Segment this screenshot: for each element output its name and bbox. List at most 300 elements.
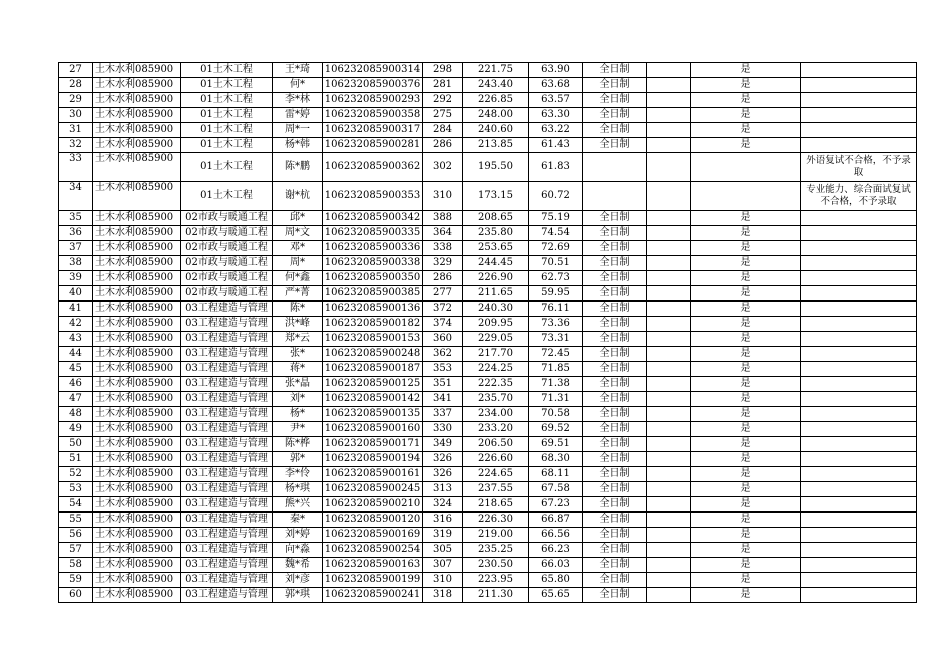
remark-cell — [801, 347, 917, 362]
row-number-cell: 52 — [59, 467, 93, 482]
exam-id-cell: 106232085900353 — [323, 182, 423, 211]
admitted-cell — [691, 182, 801, 211]
row-number-cell: 37 — [59, 241, 93, 256]
direction-cell: 01土木工程 — [181, 63, 273, 78]
table-row — [59, 256, 917, 271]
major-cell: 土木水利085900 — [93, 256, 181, 271]
retest-score-cell: 229.05 — [463, 332, 529, 347]
empty-cell — [647, 123, 691, 138]
direction-cell: 02市政与暖通工程 — [181, 256, 273, 271]
direction-cell: 03工程建造与管理 — [181, 543, 273, 558]
empty-cell — [647, 377, 691, 392]
first-score-cell: 310 — [423, 182, 463, 211]
major-cell: 土木水利085900 — [93, 497, 181, 513]
name-cell: 张*晶 — [273, 377, 323, 392]
name-cell: 刘*彦 — [273, 573, 323, 588]
total-score-cell: 65.65 — [529, 588, 583, 603]
major-cell: 土木水利085900 — [93, 123, 181, 138]
major-cell: 土木水利085900 — [93, 182, 181, 211]
retest-score-cell: 218.65 — [463, 497, 529, 513]
total-score-cell: 61.83 — [529, 153, 583, 182]
row-number-cell: 58 — [59, 558, 93, 573]
name-cell: 秦* — [273, 512, 323, 528]
row-number-cell: 47 — [59, 392, 93, 407]
empty-cell — [647, 301, 691, 317]
empty-cell — [647, 437, 691, 452]
table-row — [59, 482, 917, 497]
study-mode-cell: 全日制 — [583, 362, 647, 377]
row-number-cell: 30 — [59, 108, 93, 123]
exam-id-cell: 106232085900187 — [323, 362, 423, 377]
exam-id-cell: 106232085900358 — [323, 108, 423, 123]
direction-cell: 01土木工程 — [181, 182, 273, 211]
remark-cell — [801, 271, 917, 286]
retest-score-cell: 240.60 — [463, 123, 529, 138]
study-mode-cell: 全日制 — [583, 573, 647, 588]
empty-cell — [647, 573, 691, 588]
retest-score-cell: 235.80 — [463, 226, 529, 241]
first-score-cell: 337 — [423, 407, 463, 422]
empty-cell — [647, 63, 691, 78]
first-score-cell: 341 — [423, 392, 463, 407]
row-number-cell: 49 — [59, 422, 93, 437]
table-row — [59, 226, 917, 241]
major-cell: 土木水利085900 — [93, 63, 181, 78]
table-row — [59, 78, 917, 93]
study-mode-cell: 全日制 — [583, 407, 647, 422]
first-score-cell: 292 — [423, 93, 463, 108]
total-score-cell: 76.11 — [529, 301, 583, 317]
direction-cell: 03工程建造与管理 — [181, 377, 273, 392]
retest-score-cell: 233.20 — [463, 422, 529, 437]
total-score-cell: 67.58 — [529, 482, 583, 497]
retest-score-cell: 235.25 — [463, 543, 529, 558]
direction-cell: 01土木工程 — [181, 123, 273, 138]
admitted-cell: 是 — [691, 422, 801, 437]
remark-cell — [801, 497, 917, 513]
direction-cell: 03工程建造与管理 — [181, 437, 273, 452]
admitted-cell: 是 — [691, 241, 801, 256]
total-score-cell: 74.54 — [529, 226, 583, 241]
table-row — [59, 543, 917, 558]
total-score-cell: 72.45 — [529, 347, 583, 362]
remark-cell — [801, 543, 917, 558]
major-cell: 土木水利085900 — [93, 588, 181, 603]
total-score-cell: 68.30 — [529, 452, 583, 467]
study-mode-cell: 全日制 — [583, 317, 647, 332]
empty-cell — [647, 108, 691, 123]
row-number-cell: 53 — [59, 482, 93, 497]
retest-score-cell: 226.90 — [463, 271, 529, 286]
major-cell: 土木水利085900 — [93, 437, 181, 452]
admitted-cell: 是 — [691, 558, 801, 573]
major-cell: 土木水利085900 — [93, 482, 181, 497]
direction-cell: 03工程建造与管理 — [181, 332, 273, 347]
retest-score-cell: 217.70 — [463, 347, 529, 362]
first-score-cell: 316 — [423, 512, 463, 528]
retest-score-cell: 234.00 — [463, 407, 529, 422]
row-number-cell: 50 — [59, 437, 93, 452]
row-number-cell: 39 — [59, 271, 93, 286]
study-mode-cell: 全日制 — [583, 271, 647, 286]
remark-cell — [801, 407, 917, 422]
study-mode-cell: 全日制 — [583, 437, 647, 452]
admitted-cell: 是 — [691, 407, 801, 422]
first-score-cell: 360 — [423, 332, 463, 347]
row-number-cell: 56 — [59, 528, 93, 543]
exam-id-cell: 106232085900142 — [323, 392, 423, 407]
total-score-cell: 68.11 — [529, 467, 583, 482]
table-row — [59, 467, 917, 482]
total-score-cell: 70.58 — [529, 407, 583, 422]
direction-cell: 02市政与暖通工程 — [181, 271, 273, 286]
table-row — [59, 362, 917, 377]
row-number-cell: 36 — [59, 226, 93, 241]
first-score-cell: 364 — [423, 226, 463, 241]
row-number-cell: 41 — [59, 301, 93, 317]
admitted-cell: 是 — [691, 543, 801, 558]
retest-score-cell: 226.85 — [463, 93, 529, 108]
exam-id-cell: 106232085900362 — [323, 153, 423, 182]
table-row — [59, 588, 917, 603]
table-row — [59, 332, 917, 347]
remark-cell — [801, 226, 917, 241]
empty-cell — [647, 256, 691, 271]
row-number-cell: 48 — [59, 407, 93, 422]
name-cell: 向*淼 — [273, 543, 323, 558]
remark-cell — [801, 123, 917, 138]
exam-id-cell: 106232085900171 — [323, 437, 423, 452]
table-row — [59, 407, 917, 422]
study-mode-cell — [583, 153, 647, 182]
study-mode-cell: 全日制 — [583, 211, 647, 226]
direction-cell: 03工程建造与管理 — [181, 528, 273, 543]
total-score-cell: 66.03 — [529, 558, 583, 573]
exam-id-cell: 106232085900199 — [323, 573, 423, 588]
empty-cell — [647, 271, 691, 286]
row-number-cell: 43 — [59, 332, 93, 347]
study-mode-cell: 全日制 — [583, 558, 647, 573]
total-score-cell: 71.85 — [529, 362, 583, 377]
exam-id-cell: 106232085900385 — [323, 286, 423, 302]
name-cell: 郭* — [273, 452, 323, 467]
admitted-cell: 是 — [691, 301, 801, 317]
empty-cell — [647, 347, 691, 362]
admitted-cell: 是 — [691, 482, 801, 497]
table-row — [59, 377, 917, 392]
row-number-cell: 55 — [59, 512, 93, 528]
name-cell: 何*鑫 — [273, 271, 323, 286]
first-score-cell: 372 — [423, 301, 463, 317]
name-cell: 郭*琪 — [273, 588, 323, 603]
retest-score-cell: 244.45 — [463, 256, 529, 271]
retest-score-cell: 213.85 — [463, 138, 529, 153]
exam-id-cell: 106232085900136 — [323, 301, 423, 317]
row-number-cell: 57 — [59, 543, 93, 558]
first-score-cell: 286 — [423, 138, 463, 153]
name-cell: 李*伶 — [273, 467, 323, 482]
empty-cell — [647, 482, 691, 497]
study-mode-cell: 全日制 — [583, 108, 647, 123]
major-cell: 土木水利085900 — [93, 153, 181, 182]
major-cell: 土木水利085900 — [93, 362, 181, 377]
total-score-cell: 70.51 — [529, 256, 583, 271]
first-score-cell: 388 — [423, 211, 463, 226]
retest-score-cell: 208.65 — [463, 211, 529, 226]
exam-id-cell: 106232085900336 — [323, 241, 423, 256]
study-mode-cell: 全日制 — [583, 482, 647, 497]
total-score-cell: 60.72 — [529, 182, 583, 211]
table-row — [59, 301, 917, 317]
direction-cell: 03工程建造与管理 — [181, 362, 273, 377]
first-score-cell: 284 — [423, 123, 463, 138]
remark-cell — [801, 286, 917, 302]
total-score-cell: 61.43 — [529, 138, 583, 153]
table-row — [59, 93, 917, 108]
admitted-cell: 是 — [691, 332, 801, 347]
table-row — [59, 123, 917, 138]
direction-cell: 01土木工程 — [181, 153, 273, 182]
study-mode-cell: 全日制 — [583, 138, 647, 153]
name-cell: 魏*希 — [273, 558, 323, 573]
exam-id-cell: 106232085900135 — [323, 407, 423, 422]
empty-cell — [647, 558, 691, 573]
major-cell: 土木水利085900 — [93, 377, 181, 392]
row-number-cell: 33 — [59, 153, 93, 182]
exam-id-cell: 106232085900342 — [323, 211, 423, 226]
row-number-cell: 32 — [59, 138, 93, 153]
exam-id-cell: 106232085900161 — [323, 467, 423, 482]
study-mode-cell: 全日制 — [583, 63, 647, 78]
direction-cell: 03工程建造与管理 — [181, 497, 273, 513]
study-mode-cell: 全日制 — [583, 347, 647, 362]
remark-cell — [801, 63, 917, 78]
empty-cell — [647, 452, 691, 467]
empty-cell — [647, 153, 691, 182]
admitted-cell: 是 — [691, 588, 801, 603]
empty-cell — [647, 543, 691, 558]
study-mode-cell: 全日制 — [583, 78, 647, 93]
remark-cell — [801, 301, 917, 317]
retest-score-cell: 211.30 — [463, 588, 529, 603]
remark-cell — [801, 452, 917, 467]
total-score-cell: 73.36 — [529, 317, 583, 332]
row-number-cell: 51 — [59, 452, 93, 467]
admitted-cell: 是 — [691, 108, 801, 123]
direction-cell: 03工程建造与管理 — [181, 482, 273, 497]
first-score-cell: 326 — [423, 452, 463, 467]
study-mode-cell: 全日制 — [583, 123, 647, 138]
empty-cell — [647, 286, 691, 302]
table-row — [59, 241, 917, 256]
direction-cell: 03工程建造与管理 — [181, 467, 273, 482]
name-cell: 周*文 — [273, 226, 323, 241]
retest-score-cell: 224.65 — [463, 467, 529, 482]
first-score-cell: 302 — [423, 153, 463, 182]
major-cell: 土木水利085900 — [93, 422, 181, 437]
name-cell: 刘*婷 — [273, 528, 323, 543]
total-score-cell: 66.87 — [529, 512, 583, 528]
first-score-cell: 329 — [423, 256, 463, 271]
direction-cell: 03工程建造与管理 — [181, 347, 273, 362]
empty-cell — [647, 467, 691, 482]
exam-id-cell: 106232085900194 — [323, 452, 423, 467]
total-score-cell: 69.51 — [529, 437, 583, 452]
empty-cell — [647, 226, 691, 241]
empty-cell — [647, 138, 691, 153]
table-row — [59, 108, 917, 123]
direction-cell: 02市政与暖通工程 — [181, 226, 273, 241]
major-cell: 土木水利085900 — [93, 467, 181, 482]
empty-cell — [647, 362, 691, 377]
remark-cell — [801, 437, 917, 452]
direction-cell: 02市政与暖通工程 — [181, 241, 273, 256]
row-number-cell: 40 — [59, 286, 93, 302]
admitted-cell: 是 — [691, 497, 801, 513]
table-row — [59, 452, 917, 467]
row-number-cell: 54 — [59, 497, 93, 513]
total-score-cell: 66.56 — [529, 528, 583, 543]
admitted-cell: 是 — [691, 512, 801, 528]
admitted-cell: 是 — [691, 93, 801, 108]
row-number-cell: 46 — [59, 377, 93, 392]
retest-score-cell: 237.55 — [463, 482, 529, 497]
admitted-cell: 是 — [691, 271, 801, 286]
retest-score-cell: 226.30 — [463, 512, 529, 528]
remark-cell — [801, 558, 917, 573]
name-cell: 邱* — [273, 211, 323, 226]
study-mode-cell: 全日制 — [583, 241, 647, 256]
exam-id-cell: 106232085900182 — [323, 317, 423, 332]
row-number-cell: 34 — [59, 182, 93, 211]
direction-cell: 03工程建造与管理 — [181, 317, 273, 332]
major-cell: 土木水利085900 — [93, 108, 181, 123]
remark-cell — [801, 211, 917, 226]
exam-id-cell: 106232085900335 — [323, 226, 423, 241]
major-cell: 土木水利085900 — [93, 558, 181, 573]
remark-cell — [801, 256, 917, 271]
name-cell: 李*林 — [273, 93, 323, 108]
total-score-cell: 65.80 — [529, 573, 583, 588]
study-mode-cell: 全日制 — [583, 286, 647, 302]
major-cell: 土木水利085900 — [93, 347, 181, 362]
name-cell: 谢*杭 — [273, 182, 323, 211]
first-score-cell: 318 — [423, 588, 463, 603]
admitted-cell: 是 — [691, 573, 801, 588]
study-mode-cell: 全日制 — [583, 422, 647, 437]
total-score-cell: 63.22 — [529, 123, 583, 138]
empty-cell — [647, 182, 691, 211]
name-cell: 郑*云 — [273, 332, 323, 347]
direction-cell: 01土木工程 — [181, 108, 273, 123]
row-number-cell: 44 — [59, 347, 93, 362]
name-cell: 王*琦 — [273, 63, 323, 78]
retest-score-cell: 253.65 — [463, 241, 529, 256]
first-score-cell: 275 — [423, 108, 463, 123]
admitted-cell: 是 — [691, 528, 801, 543]
major-cell: 土木水利085900 — [93, 407, 181, 422]
study-mode-cell: 全日制 — [583, 497, 647, 513]
row-number-cell: 27 — [59, 63, 93, 78]
name-cell: 洪*峰 — [273, 317, 323, 332]
remark-cell — [801, 241, 917, 256]
remark-cell — [801, 377, 917, 392]
retest-score-cell: 230.50 — [463, 558, 529, 573]
major-cell: 土木水利085900 — [93, 528, 181, 543]
first-score-cell: 298 — [423, 63, 463, 78]
exam-id-cell: 106232085900120 — [323, 512, 423, 528]
total-score-cell: 71.31 — [529, 392, 583, 407]
total-score-cell: 63.90 — [529, 63, 583, 78]
exam-id-cell: 106232085900163 — [323, 558, 423, 573]
name-cell: 严*菁 — [273, 286, 323, 302]
first-score-cell: 313 — [423, 482, 463, 497]
exam-id-cell: 106232085900350 — [323, 271, 423, 286]
name-cell: 陈* — [273, 301, 323, 317]
study-mode-cell — [583, 182, 647, 211]
retest-score-cell: 240.30 — [463, 301, 529, 317]
name-cell: 刘* — [273, 392, 323, 407]
major-cell: 土木水利085900 — [93, 317, 181, 332]
major-cell: 土木水利085900 — [93, 241, 181, 256]
name-cell: 雷*婷 — [273, 108, 323, 123]
admitted-cell: 是 — [691, 78, 801, 93]
direction-cell: 03工程建造与管理 — [181, 558, 273, 573]
retest-score-cell: 221.75 — [463, 63, 529, 78]
empty-cell — [647, 588, 691, 603]
remark-cell — [801, 573, 917, 588]
table-row — [59, 558, 917, 573]
first-score-cell: 349 — [423, 437, 463, 452]
empty-cell — [647, 422, 691, 437]
exam-id-cell: 106232085900248 — [323, 347, 423, 362]
row-number-cell: 28 — [59, 78, 93, 93]
remark-cell: 外语复试不合格，不予录取 — [801, 153, 917, 182]
empty-cell — [647, 528, 691, 543]
remark-cell — [801, 317, 917, 332]
row-number-cell: 45 — [59, 362, 93, 377]
major-cell: 土木水利085900 — [93, 138, 181, 153]
empty-cell — [647, 512, 691, 528]
major-cell: 土木水利085900 — [93, 392, 181, 407]
table-row — [59, 573, 917, 588]
study-mode-cell: 全日制 — [583, 301, 647, 317]
total-score-cell: 71.38 — [529, 377, 583, 392]
study-mode-cell: 全日制 — [583, 93, 647, 108]
table-row — [59, 497, 917, 513]
row-number-cell: 29 — [59, 93, 93, 108]
name-cell: 熊*兴 — [273, 497, 323, 513]
total-score-cell: 63.68 — [529, 78, 583, 93]
table-row — [59, 153, 917, 182]
remark-cell — [801, 392, 917, 407]
exam-id-cell: 106232085900210 — [323, 497, 423, 513]
retest-score-cell: 224.25 — [463, 362, 529, 377]
remark-cell — [801, 108, 917, 123]
major-cell: 土木水利085900 — [93, 332, 181, 347]
major-cell: 土木水利085900 — [93, 452, 181, 467]
first-score-cell: 307 — [423, 558, 463, 573]
exam-id-cell: 106232085900293 — [323, 93, 423, 108]
direction-cell: 03工程建造与管理 — [181, 452, 273, 467]
total-score-cell: 66.23 — [529, 543, 583, 558]
remark-cell — [801, 93, 917, 108]
study-mode-cell: 全日制 — [583, 588, 647, 603]
table-row — [59, 347, 917, 362]
retest-score-cell: 195.50 — [463, 153, 529, 182]
row-number-cell: 59 — [59, 573, 93, 588]
retest-score-cell: 211.65 — [463, 286, 529, 302]
